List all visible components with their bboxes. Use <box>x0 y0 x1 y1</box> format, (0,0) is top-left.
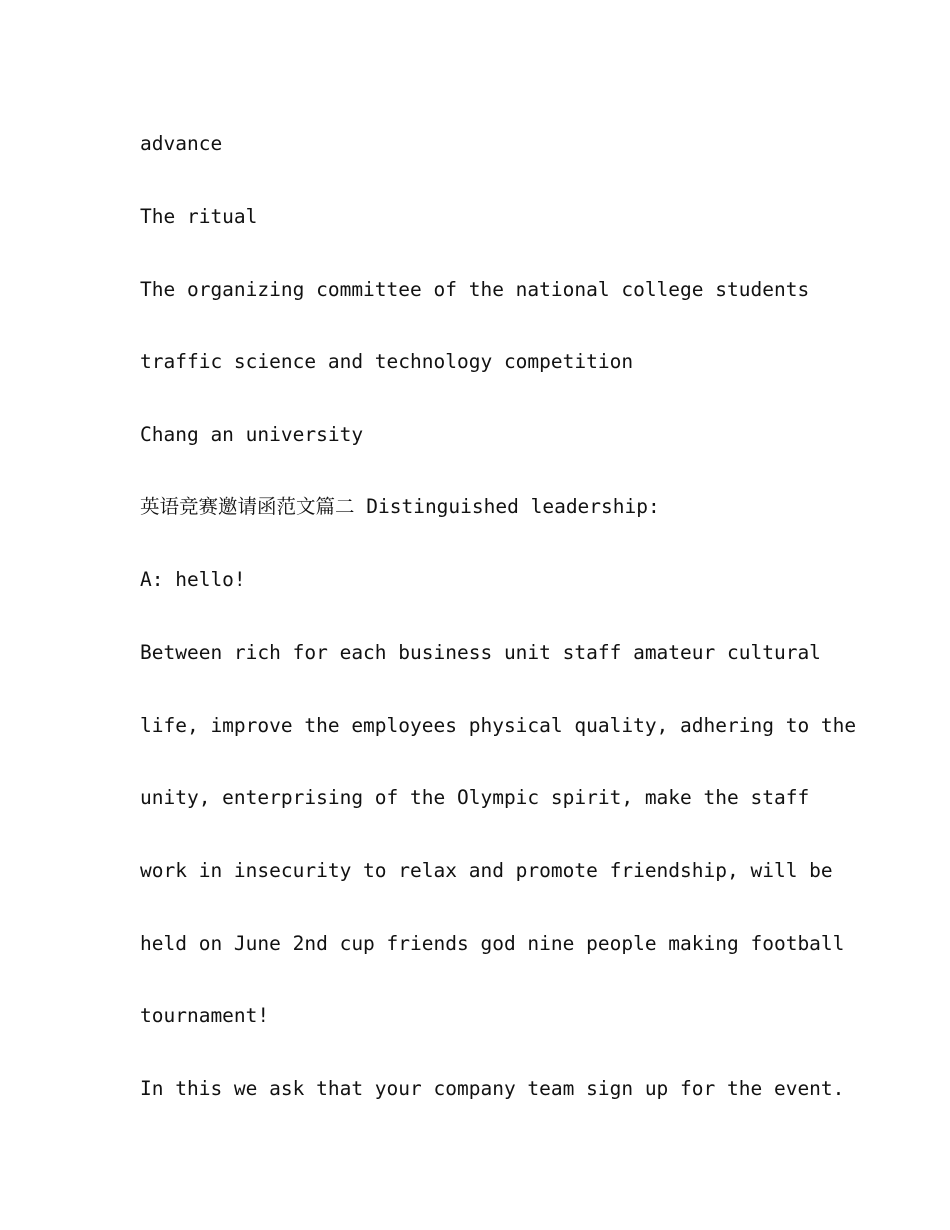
text-line: work in insecurity to relax and promote friendship, will be <box>140 859 833 882</box>
text-line: In this we ask that your company team sign up for the event. <box>140 1077 845 1100</box>
text-line: Chang an university <box>140 423 364 446</box>
text-line: Between rich for each business unit staff amateur cultural <box>140 641 821 664</box>
text-line: The ritual <box>140 205 258 228</box>
text-line: advance <box>140 132 223 155</box>
text-line: tournament! <box>140 1004 270 1027</box>
text-line: life, improve the employees physical quality, adhering to the <box>140 714 857 737</box>
text-line: A: hello! <box>140 568 246 591</box>
text-line: unity, enterprising of the Olympic spirit, make the staff <box>140 786 810 809</box>
heading-line: 英语竞赛邀请函范文篇二 Distinguished leadership: <box>140 495 660 518</box>
text-line: The organizing committee of the national college students <box>140 278 810 301</box>
text-line: traffic science and technology competition <box>140 350 634 373</box>
text-line: held on June 2nd cup friends god nine people making football <box>140 932 845 955</box>
